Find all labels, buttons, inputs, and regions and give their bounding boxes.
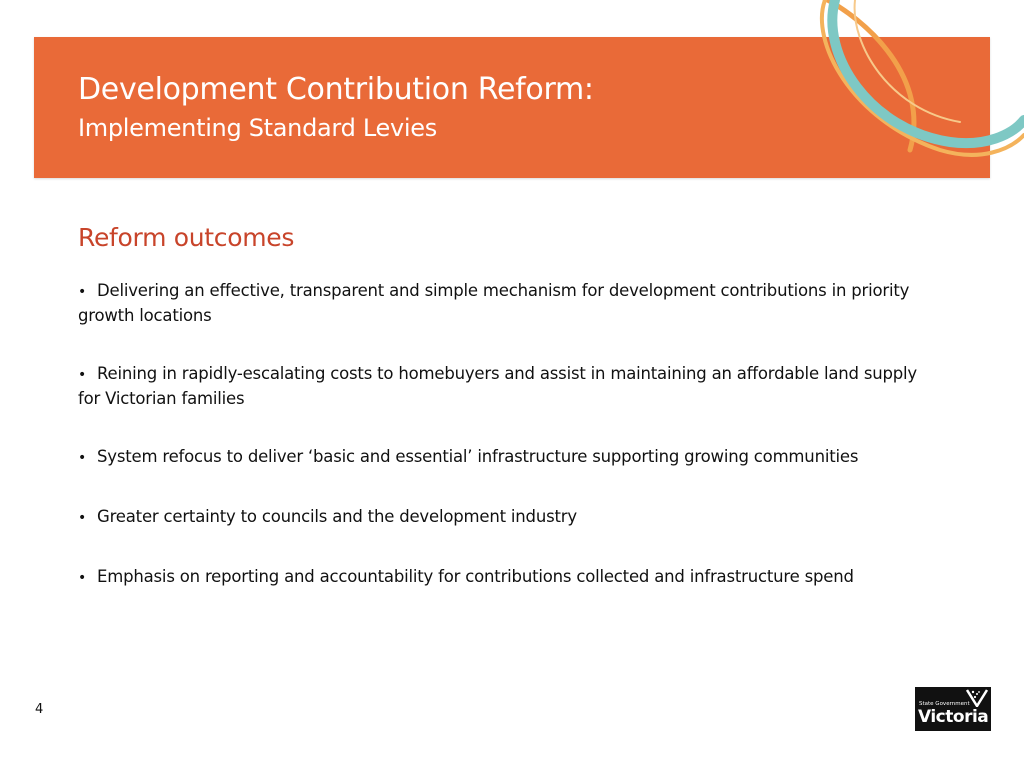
page-number: 4 — [35, 702, 44, 717]
bullet-icon: • — [78, 570, 87, 586]
bullet-item — [78, 279, 938, 327]
bullet-icon: • — [78, 510, 87, 526]
bullet-icon: • — [78, 450, 87, 466]
slide-title: Development Contribution Reform: — [78, 72, 594, 107]
bullet-item — [78, 505, 938, 530]
bullet-text: System refocus to deliver ‘basic and essential’ infrastructure supporting growing communities — [97, 447, 859, 466]
bullet-item — [78, 565, 938, 590]
bullet-item — [78, 445, 938, 470]
bullet-item — [78, 362, 938, 410]
bullet-text: Greater certainty to councils and the development industry — [97, 507, 577, 526]
logo-small-text: State Government — [919, 701, 970, 707]
victoria-logo-icon — [915, 687, 991, 731]
bullet-icon: • — [78, 367, 87, 383]
logo-big-text: Victoria — [918, 707, 989, 727]
bullet-text: Emphasis on reporting and accountability for contributions collected and infrastructure spend — [97, 567, 854, 586]
slide-subtitle: Implementing Standard Levies — [78, 114, 437, 142]
bullet-icon: • — [78, 284, 87, 300]
swoosh-decoration-icon — [780, 0, 1024, 190]
section-heading: Reform outcomes — [78, 223, 295, 252]
bullet-text: Delivering an effective, transparent and simple mechanism for development contributions in priority growth locations — [78, 281, 910, 325]
bullet-list — [78, 279, 938, 590]
bullet-text: Reining in rapidly-escalating costs to homebuyers and assist in maintaining an affordable land supply for Victorian families — [78, 364, 917, 408]
